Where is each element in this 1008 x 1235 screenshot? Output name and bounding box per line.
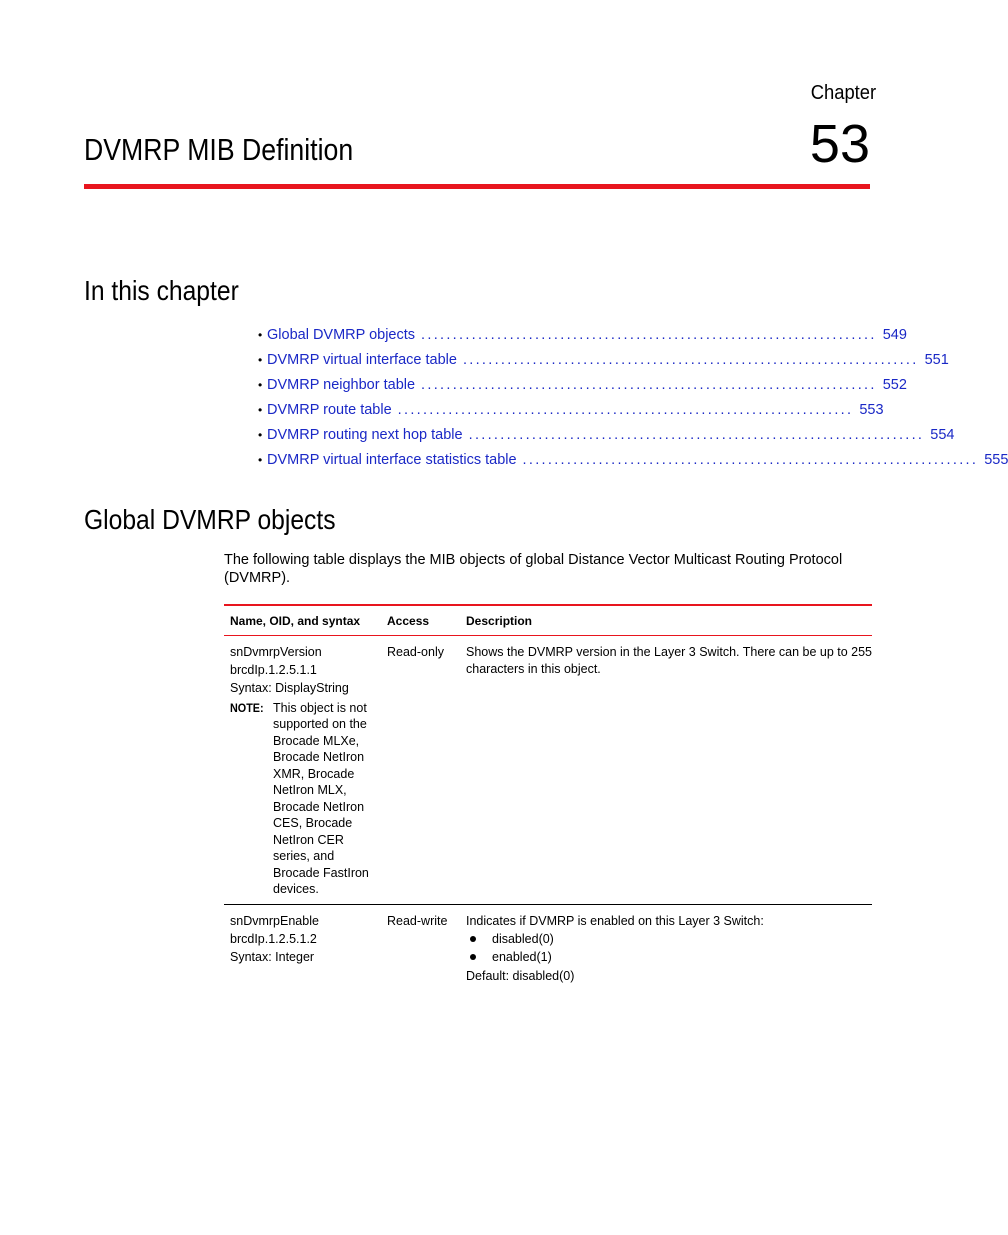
cell-name-oid-syntax	[224, 642, 387, 898]
toc-dot-leader: ........................................................................	[397, 401, 854, 418]
bullet-icon: •	[258, 427, 263, 442]
object-syntax: Syntax: DisplayString	[230, 681, 349, 695]
bullet-icon: •	[258, 352, 263, 367]
toc-page-number[interactable]: 552	[882, 376, 907, 393]
cell-description	[466, 911, 872, 985]
bullet-icon	[470, 936, 476, 942]
cell-access: Read-write	[387, 913, 448, 928]
object-oid: brcdIp.1.2.5.1.1	[230, 663, 317, 677]
chapter-title-rule	[84, 184, 870, 189]
toc-page-number[interactable]: 551	[924, 351, 949, 368]
description-text: Indicates if DVMRP is enabled on this Layer 3 Switch:	[466, 913, 764, 928]
toc-item[interactable]	[258, 397, 884, 422]
mib-objects-table	[224, 604, 872, 991]
default-value: Default: disabled(0)	[466, 969, 575, 983]
toc-item[interactable]	[258, 322, 907, 347]
bullet-icon: •	[258, 402, 263, 417]
value-list	[466, 930, 872, 966]
table-row	[224, 636, 872, 904]
toc-link[interactable]: DVMRP route table	[267, 401, 392, 418]
chapter-number: 53	[809, 114, 870, 174]
toc-page-number[interactable]: 549	[882, 326, 907, 343]
toc-dot-leader: ........................................................................	[421, 376, 877, 393]
bullet-icon: •	[258, 452, 263, 467]
toc-dot-leader: ........................................................................	[462, 351, 919, 368]
chapter-title: DVMRP MIB Definition	[84, 132, 354, 167]
toc-page-number[interactable]: 555	[984, 451, 1008, 468]
header-name-oid-syntax: Name, OID, and syntax	[230, 613, 361, 628]
object-oid: brcdIp.1.2.5.1.2	[230, 931, 317, 946]
note-label: NOTE:	[230, 700, 264, 715]
object-name: snDvmrpEnable	[230, 913, 319, 928]
list-item-text: enabled(1)	[492, 949, 552, 964]
intro-paragraph: The following table displays the MIB objects of global Distance Vector Multicast Routing Protocol (DVMRP).	[224, 552, 843, 586]
table-row	[224, 904, 872, 991]
toc-item[interactable]	[258, 372, 907, 397]
chapter-toc	[258, 322, 1008, 472]
header-description: Description	[466, 613, 533, 628]
toc-page-number[interactable]: 554	[930, 426, 955, 443]
section-heading-global-dvmrp-objects: Global DVMRP objects	[84, 504, 336, 535]
object-syntax: Syntax: Integer	[230, 949, 315, 964]
toc-dot-leader: ........................................................................	[522, 451, 979, 468]
toc-link[interactable]: Global DVMRP objects	[267, 326, 416, 343]
chapter-label: Chapter	[810, 82, 876, 104]
bullet-icon: •	[258, 327, 263, 342]
list-item	[466, 948, 872, 966]
cell-name-oid-syntax	[224, 911, 387, 985]
object-name: snDvmrpVersion	[230, 645, 322, 659]
toc-page-number[interactable]: 553	[859, 401, 884, 418]
list-item	[466, 930, 872, 948]
list-item-text: disabled(0)	[492, 931, 554, 946]
section-heading-in-this-chapter: In this chapter	[84, 275, 239, 306]
toc-dot-leader: ........................................................................	[468, 426, 925, 443]
bullet-icon	[470, 954, 476, 960]
toc-link[interactable]: DVMRP virtual interface table	[267, 351, 457, 368]
table-header	[224, 606, 872, 636]
note	[230, 700, 387, 898]
note-text: This object is not supported on the Brocade MLXe, Brocade NetIron XMR, Brocade NetIron MLX, Brocade NetIron CES, Brocade NetIron CER series, and Brocade FastIron devices.	[273, 700, 369, 896]
cell-access: Read-only	[387, 645, 444, 659]
toc-link[interactable]: DVMRP neighbor table	[267, 376, 416, 393]
toc-dot-leader: ........................................................................	[421, 326, 877, 343]
toc-item[interactable]	[258, 422, 955, 447]
toc-item[interactable]	[258, 447, 1008, 472]
cell-description: Shows the DVMRP version in the Layer 3 Switch. There can be up to 255 characters in this object.	[466, 645, 873, 676]
toc-link[interactable]: DVMRP routing next hop table	[267, 426, 463, 443]
header-access: Access	[387, 613, 430, 628]
toc-link[interactable]: DVMRP virtual interface statistics table	[267, 451, 517, 468]
toc-item[interactable]	[258, 347, 949, 372]
bullet-icon: •	[258, 377, 263, 392]
